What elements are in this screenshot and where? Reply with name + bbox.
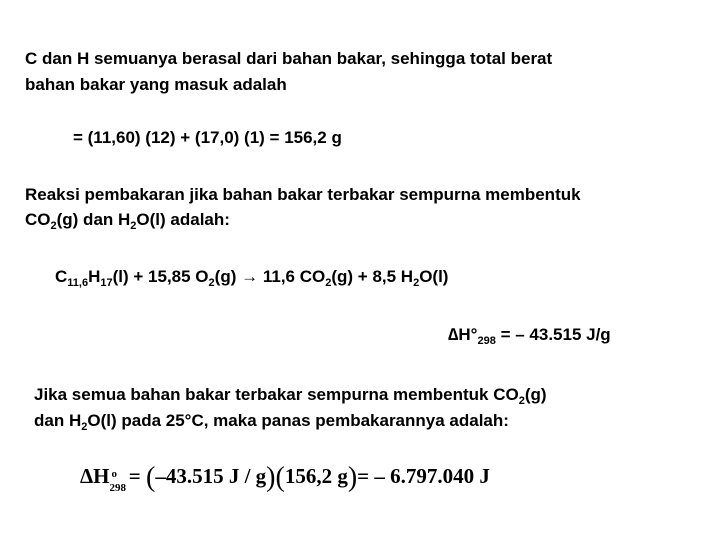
final-right-paren-1: ) bbox=[266, 462, 276, 493]
h2o-subscript: 2 bbox=[130, 220, 137, 232]
final-left-paren-2: ( bbox=[275, 462, 285, 493]
enthalpy-symbol: ∆H° bbox=[448, 325, 478, 344]
paragraph-3-subscript-b: 2 bbox=[81, 421, 88, 433]
reaction-o2-subscript: 2 bbox=[208, 277, 215, 289]
final-equals: = bbox=[128, 464, 141, 488]
mass-equation: = (11,60) (12) + (17,0) (1) = 156,2 g bbox=[73, 128, 342, 147]
final-equation bbox=[80, 462, 490, 494]
co2-text: CO bbox=[25, 210, 51, 229]
final-subscript: 298 bbox=[109, 482, 127, 494]
final-result: = – 6.797.040 J bbox=[357, 464, 490, 488]
paragraph-3-text-b1: dan H bbox=[34, 411, 82, 430]
reaction-part-2: (g) bbox=[214, 267, 237, 286]
paragraph-1-line-1: C dan H semuanya berasal dari bahan bakar, sehingga total berat bbox=[25, 49, 553, 68]
reaction-c-subscript: 11,6 bbox=[67, 277, 89, 289]
paragraph-2-tail: O(l) adalah: bbox=[136, 210, 230, 229]
reaction-part-1: (l) + 15,85 O bbox=[112, 267, 209, 286]
final-value-1: –43.515 J / g bbox=[155, 464, 267, 488]
reaction-part-4: (g) + 8,5 H bbox=[331, 267, 414, 286]
enthalpy-value: = – 43.515 J/g bbox=[500, 325, 611, 344]
co2-subscript: 2 bbox=[50, 220, 57, 232]
paragraph-3-line-2 bbox=[34, 410, 509, 432]
paragraph-3-line-1 bbox=[34, 384, 547, 406]
reaction-part-5: O(l) bbox=[419, 267, 449, 286]
paragraph-3-tail-a: (g) bbox=[524, 385, 547, 404]
reaction-c: C bbox=[55, 267, 68, 286]
reaction-h-subscript: 17 bbox=[100, 277, 113, 289]
reaction-h: H bbox=[88, 267, 101, 286]
reaction-arrow-icon: → bbox=[241, 267, 259, 286]
paragraph-1-line-2: bahan bakar yang masuk adalah bbox=[25, 75, 287, 94]
state-text: (g) dan H bbox=[56, 210, 131, 229]
reaction-co2-subscript: 2 bbox=[325, 277, 332, 289]
final-value-2: 156,2 g bbox=[284, 464, 348, 488]
paragraph-2-line-1: Reaksi pembakaran jika bahan bakar terbakar sempurna membentuk bbox=[25, 185, 581, 204]
final-degree-mark: o bbox=[111, 468, 118, 480]
final-delta-h: ΔH bbox=[80, 464, 110, 488]
enthalpy-line bbox=[448, 324, 611, 346]
reaction-h2o-subscript: 2 bbox=[413, 277, 420, 289]
reaction-part-3: 11,6 CO bbox=[262, 267, 326, 286]
paragraph-2-line-2 bbox=[25, 209, 230, 231]
final-left-paren-1: ( bbox=[145, 462, 156, 493]
paragraph-3-text-b2: O(l) pada 25°C, maka panas pembakarannya adalah: bbox=[87, 411, 509, 430]
paragraph-3-subscript-a: 2 bbox=[518, 395, 525, 407]
final-right-paren-2: ) bbox=[347, 462, 358, 493]
paragraph-3-text-a: Jika semua bahan bakar terbakar sempurna membentuk CO bbox=[34, 385, 519, 404]
enthalpy-subscript: 298 bbox=[477, 335, 496, 347]
reaction-equation bbox=[55, 266, 448, 288]
